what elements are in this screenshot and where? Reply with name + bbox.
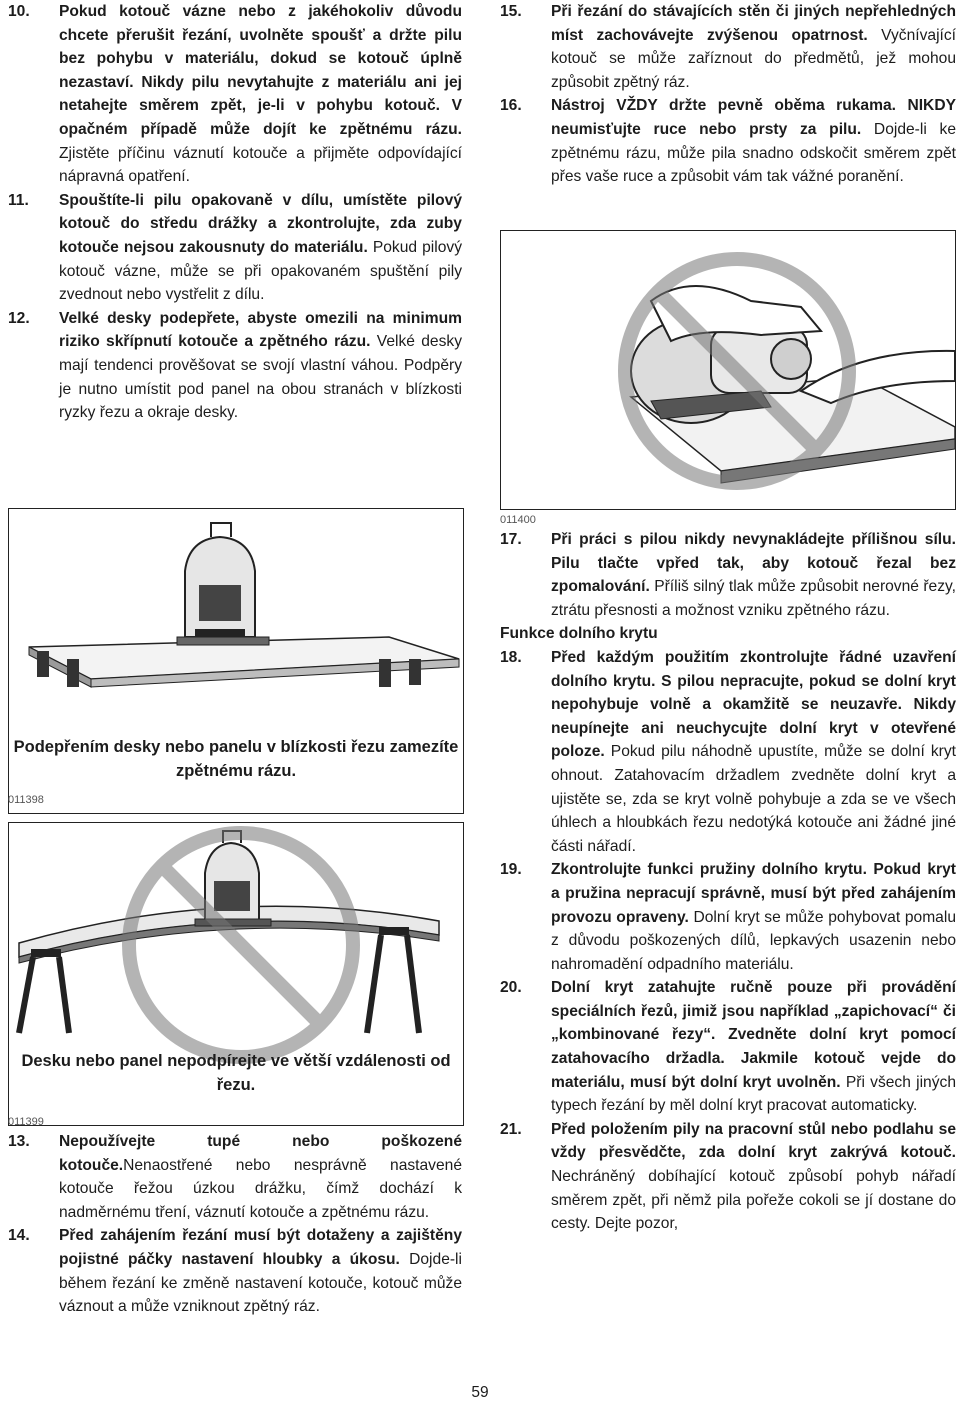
item-text: Vyčnívající kotouč se může zaříznout do předmětů, jež mohou způsobit zpětný ráz.	[551, 26, 957, 91]
item-number: 15.	[500, 3, 522, 20]
item-text: Velké desky mají tendenci prověšovat se svojí vlastní váhou. Podpěry je nutno umístit pod panel na obou stranách v blízkosti ryzky řezu a okraje desky.	[59, 333, 462, 422]
item-number: 19.	[500, 861, 522, 879]
list-item	[8, 307, 462, 425]
item-bold-text: Nepoužívejte tupé nebo poškozené kotouče.	[59, 1133, 462, 1174]
list-item	[500, 94, 956, 188]
item-number: 14.	[8, 1227, 30, 1245]
item-bold-text: Pokud kotouč vázne nebo z jakéhokoliv důvodu chcete přerušit řezání, uvolněte spoušť a držte pilu bez pohybu v materiálu, dokud se kotouč úplně nezastaví. Nikdy pilu nevytahujte z materiálu ani jej netahejte směrem zpět, je-li v pohybu kotouč. V opačném případě může dojít ke zpětnému rázu.	[59, 3, 462, 138]
item-number: 16.	[500, 97, 522, 115]
item-bold-text: Při práci s pilou nikdy nevynakládejte přílišnou sílu. Pilu tlačte vpřed tak, aby kotouč řezal bez zpomalování.	[551, 531, 956, 596]
list-item	[8, 1130, 462, 1224]
list-item	[8, 1224, 462, 1318]
item-text: Při všech jiných typech řezání by měl dolní kryt pracovat automaticky.	[551, 1073, 956, 1115]
item-text: Příliš silný tlak může způsobit nerovné řezy, ztrátu přesnosti a možnost vzniku zpětného rázu.	[551, 578, 956, 619]
figure-supported-panel	[8, 508, 464, 814]
right-column-top	[500, 0, 956, 189]
list-item	[500, 1118, 956, 1236]
item-text: Dolní kryt se může pohybovat pomalu z důvodu poškozených dílů, lepkavých usazenin nebo nahromadění odpadního materiálu.	[551, 908, 956, 973]
item-text: Nechráněný dobíhající kotouč způsobí pohyb nářadí směrem zpět, při němž pila pořeže cokoli se jí dostane do cesty. Dejte pozor,	[551, 1168, 956, 1233]
item-number: 21.	[500, 1120, 522, 1138]
list-item	[500, 646, 956, 858]
item-number: 17.	[500, 531, 522, 548]
sawhorse-icon	[19, 949, 69, 1033]
item-bold-text: Zkontrolujte funkci pružiny dolního krytu. Pokud kryt a pružina nepracují správně, musí být před zahájením provozu opraveny.	[551, 861, 956, 926]
item-number: 20.	[500, 979, 522, 997]
item-bold-text: Před každým použitím zkontrolujte řádné uzavření dolního krytu. S pilou nepracujte, pokud se dolní kryt nepohybuje volně a okamžitě se neuzavře. Nikdy neupínejte ani neuchycujte dolní kryt v otevřené poloze.	[551, 648, 956, 761]
right-column-bottom	[500, 528, 956, 1236]
figure-code: 011398	[8, 794, 44, 806]
item-number: 10.	[8, 3, 30, 20]
list-item	[500, 858, 956, 976]
item-bold-text: Spouštíte-li pilu opakovaně v dílu, umístěte pilový kotouč do středu drážky a zkontrolujte, zda zuby kotouče nejsou zakousnuty do materiálu.	[59, 191, 462, 256]
item-bold-text: Velké desky podepřete, abyste omezili na minimum riziko skřípnutí kotouče a zpětného rázu.	[59, 309, 462, 351]
list-item	[500, 528, 956, 622]
item-text: Pokud pilu náhodně upustíte, může se dolní kryt ohnout. Zatahovacím držadlem zvedněte dolní kryt a ujistěte se, zda se kryt volně pohybuje a zda se ve všech úhlech a hloubkách řezu nedotýká kotouče ani žádné jiné části nářadí.	[551, 743, 956, 855]
item-number: 12.	[8, 309, 30, 327]
figure-caption: Desku nebo panel nepodpírejte ve větší vzdálenosti od řezu.	[21, 1052, 451, 1094]
list-item	[8, 0, 462, 189]
item-bold-text: Před zahájením řezání musí být dotaženy a zajištěny pojistné páčky nastavení hloubky a úkosu.	[59, 1227, 462, 1268]
figure-caption: Podepřením desky nebo panelu v blízkosti řezu zamezíte zpětnému rázu.	[13, 738, 459, 780]
item-bold-text: Při řezání do stávajících stěn či jiných nepřehledných míst zachovávejte zvýšenou opatrnost.	[551, 3, 956, 44]
item-bold-text: Dolní kryt zatahujte ručně pouze při provádění speciálních řezů, jimiž jsou například „zapichovací“ či „kombinované řezy“. Zvedněte dolní kryt pomocí zatahovacího držadla. Jakmile kotouč vejde do materiálu, musí být dolní kryt uvolněn.	[551, 979, 956, 1091]
item-number: 18.	[500, 648, 522, 666]
item-text: Dojde-li ke zpětnému rázu, může pila snadno odskočit směrem zpět přes vaše ruce a způsobit vám tak vážné poranění.	[551, 120, 956, 186]
section-heading: Funkce dolního krytu	[500, 625, 658, 643]
sawhorse-icon	[367, 927, 419, 1033]
figure-unsupported-panel	[8, 822, 464, 1126]
item-text: Zjistěte příčinu váznutí kotouče a přijměte odpovídající nápravná opatření.	[59, 144, 462, 186]
item-number: 11.	[8, 191, 29, 209]
figure-code: 011399	[8, 1116, 44, 1128]
item-number: 13.	[8, 1133, 30, 1150]
left-column-bottom	[8, 1130, 462, 1319]
item-text: Nenaostřené nebo nesprávně nastavené kotouče řežou úzkou drážku, čímž dochází k nadměrnému tření, váznutí kotouče a zpětnému rázu.	[59, 1156, 462, 1221]
item-text: Dojde-li během řezání ke změně nastavení kotouče, kotouč může váznout a může vzniknout zpětný ráz.	[59, 1250, 462, 1316]
left-column-top	[8, 0, 462, 425]
item-bold-text: Nástroj VŽDY držte pevně oběma rukama. NIKDY neumisťujte ruce nebo prsty za pilu.	[551, 97, 956, 138]
list-item	[500, 976, 956, 1118]
item-bold-text: Před položením pily na pracovní stůl nebo podlahu se vždy přesvědčte, zda dolní kryt zakrývá kotouč.	[551, 1120, 956, 1162]
figure-code: 011400	[500, 514, 536, 526]
page-number: 59	[471, 1384, 489, 1401]
list-item	[500, 0, 956, 94]
circular-saw-icon	[177, 523, 269, 645]
figure-hands-behind-saw	[500, 230, 956, 510]
hands-behind-saw-illustration	[501, 231, 955, 509]
list-item	[8, 189, 462, 307]
item-text: Pokud pilový kotouč vázne, může se při opakovaném spuštění pily zvednout nebo vystřelit z dílu.	[59, 238, 463, 304]
